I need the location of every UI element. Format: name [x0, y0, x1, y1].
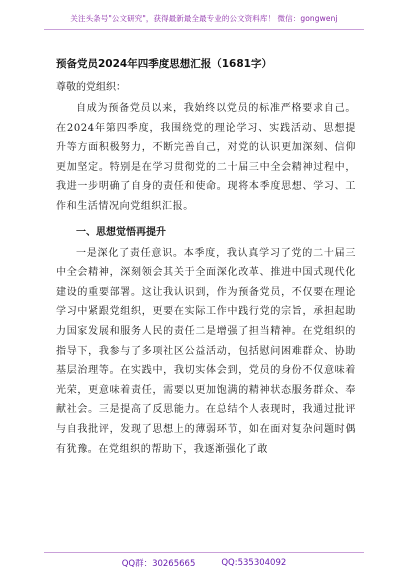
intro-paragraph: 自成为预备党员以来，我始终以党员的标准严格要求自己。在2024年第四季度，我围绕党的理论学习、实践活动、思想提升等方面积极努力，不断完善自己，对党的认识更加深刻、信仰更加坚定。特别是在学习贯彻党的二十届三中全会精神过程中，我进一步明确了自身的责任和使命。现将本季度思想、学习、工作和生活情况向党组织汇报。 [56, 103, 356, 212]
document-body [56, 56, 356, 459]
greeting: 尊敬的党组织： [56, 82, 126, 93]
section-heading: 一、思想觉悟再提升 [76, 226, 166, 238]
section-paragraph: 一是深化了责任意识。本季度，我认真学习了党的二十届三中全会精神，深刻领会其关于全面深化改革、推进中国式现代化建设的重要部署。这让我认识到，作为预备党员，不仅要在理论学习中紧跟党组织，更要在实际工作中践行党的宗旨，承担起助力国家发展和服务人民的责任二是增强了担当精神。在党组织的指导下，我参与了多项社区公益活动，包括慰问困难群众、协助基层治理等。在实践中，我切实体会到，党员的身份不仅意味着光荣，更意味着责任，需要以更加饱满的精神状态服务群众、奉献社会。三是提高了反思能力。在总结个人表现时，我通过批评与自我批评，发现了思想上的薄弱环节，如在面对复杂问题时偶有犹豫。在党组织的帮助下，我逐渐强化了敢 [56, 247, 356, 455]
footer-qq: QQ:535304092 [221, 557, 287, 568]
footer-qq-group: QQ群：30265665 [121, 558, 196, 569]
footer-bar [44, 552, 364, 572]
header-banner: 关注头条号"公文研究"，获得最新最全最专业的公文资料库！ 微信：gongwenj [44, 8, 364, 30]
document-title: 预备党员2024年四季度思想汇报（1681字） [56, 58, 272, 70]
